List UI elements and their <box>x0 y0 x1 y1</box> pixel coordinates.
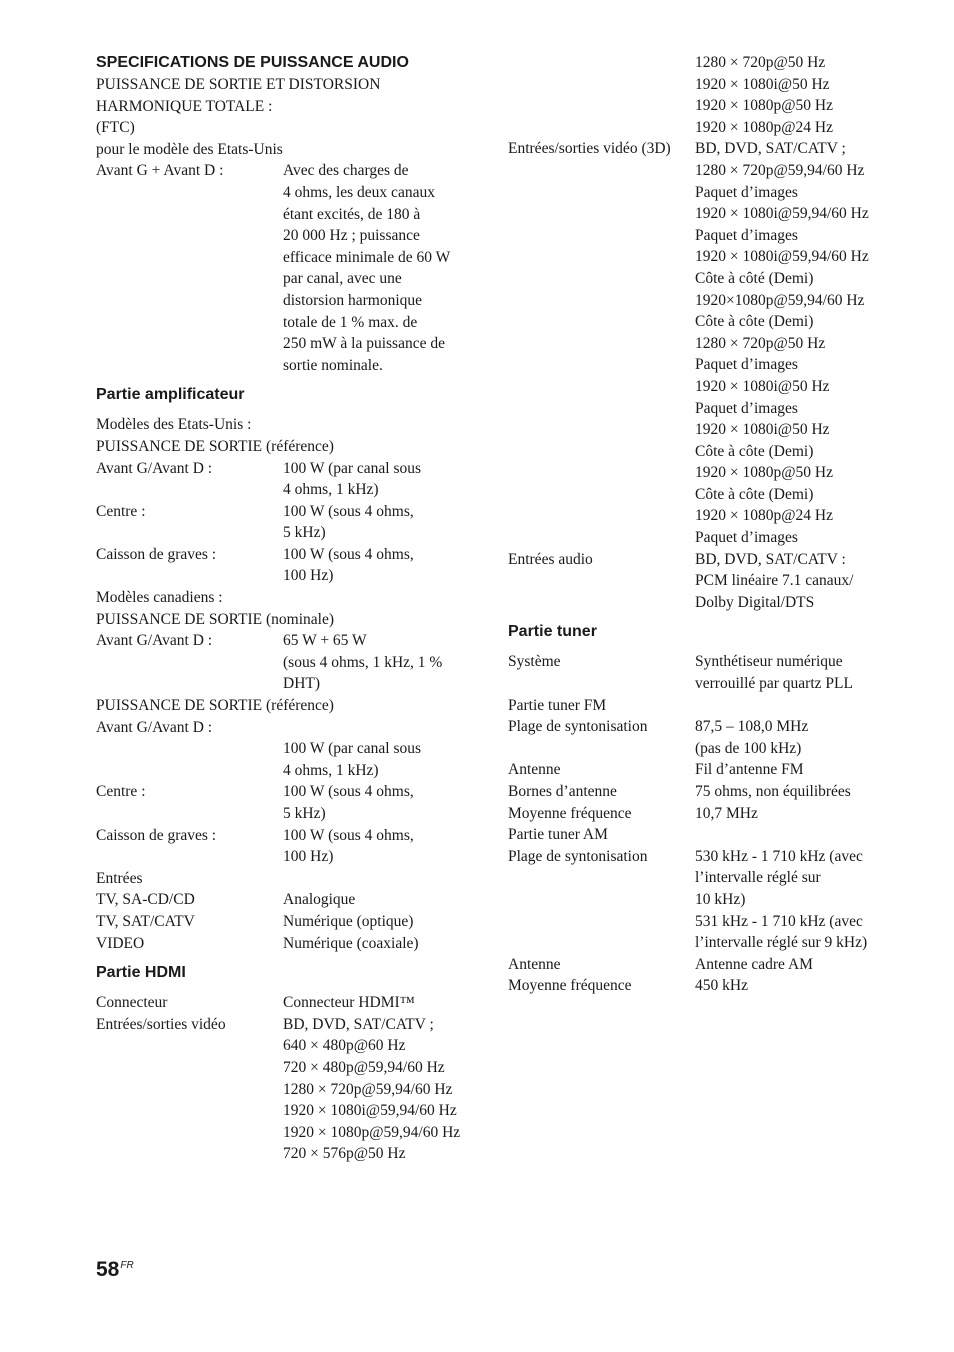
spec-line <box>96 1057 476 1079</box>
spec-line <box>508 651 898 673</box>
spec-line <box>96 268 476 290</box>
spec-label <box>96 846 283 868</box>
spec-line <box>508 592 898 614</box>
spec-value: 530 kHz - 1 710 kHz (avec <box>695 847 863 865</box>
spec-line <box>508 95 898 117</box>
spec-value: 720 × 480p@59,94/60 Hz <box>283 1058 445 1076</box>
spec-line <box>508 673 898 695</box>
spec-label <box>96 268 283 290</box>
spec-label <box>508 527 695 549</box>
spec-line <box>508 182 898 204</box>
spec-value: Paquet d’images <box>695 529 798 547</box>
spec-line <box>96 290 476 312</box>
spec-line <box>96 436 476 458</box>
spec-label: PUISSANCE DE SORTIE (référence) <box>96 437 334 455</box>
spec-label: PUISSANCE DE SORTIE ET DISTORSION <box>96 76 381 93</box>
spec-value: 100 W (sous 4 ohms, <box>283 502 414 520</box>
spec-label <box>508 182 695 204</box>
spec-line <box>508 484 898 506</box>
spec-line <box>508 824 898 846</box>
spec-label: PUISSANCE DE SORTIE (nominale) <box>96 610 335 628</box>
spec-line <box>508 441 898 463</box>
spec-line <box>508 527 898 549</box>
spec-value: Paquet d’images <box>695 226 798 244</box>
spec-value: Analogique <box>283 891 356 909</box>
spec-label: Entrées <box>96 869 143 887</box>
spec-value: 10,7 MHz <box>695 804 758 822</box>
spec-label <box>96 355 283 377</box>
spec-line <box>508 738 898 760</box>
spec-line <box>508 398 898 420</box>
left-column <box>96 52 476 1165</box>
spec-value: 4 ohms, 1 kHz) <box>283 481 379 499</box>
spec-value: verrouillé par quartz PLL <box>695 675 853 693</box>
spec-label <box>508 484 695 506</box>
spacer <box>96 954 476 962</box>
spec-line <box>508 74 898 96</box>
spec-line <box>508 505 898 527</box>
spec-label <box>508 419 695 441</box>
spec-value: Paquet d’images <box>695 183 798 201</box>
spec-label: TV, SAT/CATV <box>96 912 195 930</box>
spec-label: Plage de syntonisation <box>508 718 648 736</box>
spec-label: Avant G/Avant D : <box>96 718 213 736</box>
spec-label <box>96 738 283 760</box>
spec-label: Avant G/Avant D : <box>96 459 213 477</box>
spec-value: totale de 1 % max. de <box>283 313 418 331</box>
spec-label <box>508 570 695 592</box>
spec-line <box>96 501 476 523</box>
spec-value: 1920×1080p@59,94/60 Hz <box>695 291 865 309</box>
spec-line <box>508 716 898 738</box>
spec-line <box>96 933 476 955</box>
spec-value: 20 000 Hz ; puissance <box>283 227 420 245</box>
spec-value: 4 ohms, les deux canaux <box>283 183 435 201</box>
spec-label <box>508 673 695 695</box>
spec-value: Côte à côte (Demi) <box>695 442 814 460</box>
spec-label: Moyenne fréquence <box>508 804 632 822</box>
spec-line <box>96 139 476 161</box>
spec-line <box>96 825 476 847</box>
spec-line <box>508 803 898 825</box>
spec-label <box>508 117 695 139</box>
spacer <box>508 643 898 651</box>
spec-line <box>96 247 476 269</box>
section-heading: Partie HDMI <box>96 964 186 982</box>
spec-value: 1920 × 1080i@59,94/60 Hz <box>695 248 869 266</box>
spec-value: 75 ohms, non équilibrées <box>695 783 851 800</box>
spec-label: Entrées/sorties vidéo <box>96 1015 226 1033</box>
spec-line <box>96 565 476 587</box>
spec-line <box>96 204 476 226</box>
spec-line <box>96 333 476 355</box>
spec-line <box>96 846 476 868</box>
spec-label <box>96 565 283 587</box>
spec-label: Modèles des Etats-Unis : <box>96 416 252 434</box>
spec-line <box>508 975 898 997</box>
right-column <box>508 52 898 997</box>
spec-value: 100 Hz) <box>283 848 334 866</box>
spec-label <box>96 182 283 204</box>
spec-line <box>96 738 476 760</box>
spec-label: PUISSANCE DE SORTIE (référence) <box>96 697 334 715</box>
spec-line <box>508 889 898 911</box>
spec-value: Côte à côte (Demi) <box>695 313 814 331</box>
spec-label <box>96 1079 283 1101</box>
spec-label <box>96 333 283 355</box>
spec-value: 1920 × 1080p@50 Hz <box>695 464 833 482</box>
spec-label: Caisson de graves : <box>96 826 217 844</box>
spec-value: 531 kHz - 1 710 kHz (avec <box>695 912 863 930</box>
spec-line <box>508 549 898 571</box>
spec-value: 1920 × 1080p@50 Hz <box>695 97 833 115</box>
spec-label <box>96 479 283 501</box>
spec-value: 1920 × 1080i@59,94/60 Hz <box>283 1102 457 1120</box>
spec-line <box>508 52 898 74</box>
spec-line <box>96 1079 476 1101</box>
spec-label: Partie tuner FM <box>508 696 607 714</box>
spacer <box>508 613 898 621</box>
spec-label <box>96 652 283 674</box>
spec-value: 1920 × 1080i@50 Hz <box>695 421 830 439</box>
spec-label: Partie tuner AM <box>508 826 608 844</box>
spec-line <box>96 889 476 911</box>
spec-line <box>96 992 476 1014</box>
spec-value: BD, DVD, SAT/CATV ; <box>695 140 846 158</box>
spec-line <box>96 673 476 695</box>
spec-line <box>508 954 898 976</box>
spec-label: Modèles canadiens : <box>96 589 223 607</box>
spec-value: 1920 × 1080i@50 Hz <box>695 75 830 93</box>
spec-value: Côte à côte (Demi) <box>695 485 814 503</box>
spec-line <box>96 74 476 96</box>
spec-value: 640 × 480p@60 Hz <box>283 1037 406 1055</box>
spec-label <box>508 462 695 484</box>
spec-label: Antenne <box>508 761 561 779</box>
spec-line <box>96 414 476 436</box>
spec-value: 1920 × 1080p@24 Hz <box>695 118 833 136</box>
spec-label <box>96 225 283 247</box>
spec-label <box>96 1122 283 1144</box>
spacer <box>96 376 476 384</box>
spec-label <box>508 203 695 225</box>
spec-label <box>508 889 695 911</box>
spec-label <box>96 204 283 226</box>
spec-value: Dolby Digital/DTS <box>695 593 815 611</box>
spacer <box>96 984 476 992</box>
spec-line <box>508 160 898 182</box>
spec-label <box>508 505 695 527</box>
section-heading: Partie amplificateur <box>96 386 245 404</box>
spec-value: 10 kHz) <box>695 890 746 908</box>
spec-value: 450 kHz <box>695 977 748 995</box>
spec-value: Avec des charges de <box>283 162 409 180</box>
spec-value: 1920 × 1080p@59,94/60 Hz <box>283 1123 461 1141</box>
spec-line <box>96 1143 476 1165</box>
spec-line <box>96 160 476 182</box>
spec-label <box>508 354 695 376</box>
spec-value: Paquet d’images <box>695 356 798 374</box>
spec-label <box>96 1035 283 1057</box>
spec-label: TV, SA-CD/CD <box>96 891 195 909</box>
spec-label: Moyenne fréquence <box>508 977 632 995</box>
spec-value: Numérique (coaxiale) <box>283 934 419 952</box>
spec-line <box>508 203 898 225</box>
spec-label: Plage de syntonisation <box>508 847 648 865</box>
spec-label <box>96 247 283 269</box>
spec-line <box>508 759 898 781</box>
spec-value: 1280 × 720p@59,94/60 Hz <box>283 1080 453 1098</box>
spec-line <box>96 760 476 782</box>
spec-line <box>96 803 476 825</box>
spec-label <box>508 311 695 333</box>
spec-value: 100 W (par canal sous <box>283 740 422 758</box>
spec-value: 1280 × 720p@50 Hz <box>695 334 826 352</box>
spec-value: distorsion harmonique <box>283 291 423 309</box>
spec-label <box>508 398 695 420</box>
spec-label: (FTC) <box>96 119 135 137</box>
spec-value: l’intervalle réglé sur <box>695 869 821 887</box>
spec-label: Centre : <box>96 502 146 520</box>
spec-value: (pas de 100 kHz) <box>695 739 802 757</box>
spec-line <box>508 376 898 398</box>
spec-label <box>508 95 695 117</box>
spec-label <box>508 932 695 954</box>
spec-line <box>508 932 898 954</box>
spec-value: 1280 × 720p@50 Hz <box>695 54 826 71</box>
spec-value: 5 kHz) <box>283 805 326 822</box>
page-language: FR <box>120 1260 134 1271</box>
spec-value: 100 W (par canal sous <box>283 459 422 477</box>
spec-label <box>508 441 695 463</box>
spec-line <box>96 96 476 118</box>
spec-label <box>508 290 695 312</box>
spec-value: 1920 × 1080i@50 Hz <box>695 377 830 395</box>
spec-value: Connecteur HDMI™ <box>283 994 415 1012</box>
spec-line <box>508 911 898 933</box>
section-heading: SPECIFICATIONS DE PUISSANCE AUDIO <box>96 54 409 71</box>
spec-label <box>508 911 695 933</box>
spec-line <box>96 587 476 609</box>
spec-value: l’intervalle réglé sur 9 kHz) <box>695 934 868 952</box>
spec-value: sortie nominale. <box>283 356 383 374</box>
spec-label: Bornes d’antenne <box>508 783 617 800</box>
spec-label <box>508 376 695 398</box>
spec-label <box>508 74 695 96</box>
spec-label <box>508 246 695 268</box>
spec-value: Antenne cadre AM <box>695 955 813 973</box>
spec-line <box>508 138 898 160</box>
spec-line <box>96 1122 476 1144</box>
spec-line <box>96 609 476 631</box>
spec-line <box>508 311 898 333</box>
spec-label: VIDEO <box>96 934 145 952</box>
spec-label <box>96 1143 283 1165</box>
spec-line <box>508 781 898 803</box>
spec-value: 1280 × 720p@59,94/60 Hz <box>695 161 865 179</box>
spec-label: Antenne <box>508 955 561 973</box>
spec-value: 100 Hz) <box>283 567 334 585</box>
spec-label <box>96 673 283 695</box>
spec-value: PCM linéaire 7.1 canaux/ <box>695 572 854 590</box>
spec-line <box>508 333 898 355</box>
spec-label: Centre : <box>96 783 146 801</box>
spec-value: Synthétiseur numérique <box>695 653 843 671</box>
spec-label <box>508 592 695 614</box>
spec-label <box>508 52 695 74</box>
spec-line <box>508 846 898 868</box>
spec-line <box>508 570 898 592</box>
spec-line <box>96 355 476 377</box>
spec-label <box>96 803 283 825</box>
spec-label: Entrées/sorties vidéo (3D) <box>508 140 671 158</box>
spec-label: Avant G/Avant D : <box>96 632 213 650</box>
spec-line <box>508 290 898 312</box>
spec-line <box>96 868 476 890</box>
spec-line <box>508 246 898 268</box>
spec-label <box>96 290 283 312</box>
spec-value: 87,5 – 108,0 MHz <box>695 718 809 736</box>
spec-value: Numérique (optique) <box>283 912 414 930</box>
spec-value: Paquet d’images <box>695 399 798 417</box>
spec-label: Entrées audio <box>508 550 593 568</box>
spec-value: 100 W (sous 4 ohms, <box>283 545 414 563</box>
spec-line <box>508 695 898 717</box>
spec-value: BD, DVD, SAT/CATV ; <box>283 1015 434 1033</box>
spec-label <box>508 867 695 889</box>
spec-label <box>96 312 283 334</box>
spec-value: 1920 × 1080p@24 Hz <box>695 507 833 525</box>
spec-line <box>96 630 476 652</box>
spec-label <box>96 1100 283 1122</box>
spec-line <box>508 354 898 376</box>
spec-label <box>508 333 695 355</box>
spec-label <box>508 225 695 247</box>
spec-value: 100 W (sous 4 ohms, <box>283 783 414 801</box>
spec-value: 4 ohms, 1 kHz) <box>283 761 379 779</box>
spec-label <box>96 760 283 782</box>
spec-value: Côte à côté (Demi) <box>695 269 814 287</box>
section-heading: Partie tuner <box>508 623 597 641</box>
spec-value: 720 × 576p@50 Hz <box>283 1145 406 1163</box>
spec-line <box>508 419 898 441</box>
spec-line <box>96 1100 476 1122</box>
spec-line <box>508 462 898 484</box>
spec-line <box>508 867 898 889</box>
spec-value: DHT) <box>283 675 321 693</box>
spec-label: HARMONIQUE TOTALE : <box>96 97 273 115</box>
spec-value: BD, DVD, SAT/CATV : <box>695 550 846 568</box>
spec-value: 100 W (sous 4 ohms, <box>283 826 414 844</box>
spec-line <box>96 544 476 566</box>
spec-line <box>508 225 898 247</box>
spec-line <box>508 268 898 290</box>
spec-line <box>96 717 476 739</box>
spec-line <box>96 1014 476 1036</box>
spec-label: Caisson de graves : <box>96 545 217 563</box>
spec-line <box>96 117 476 139</box>
spec-label: Connecteur <box>96 994 168 1012</box>
spec-value: 65 W + 65 W <box>283 632 367 650</box>
page-number <box>96 1258 133 1282</box>
spec-label <box>508 738 695 760</box>
spec-value: 250 mW à la puissance de <box>283 335 445 353</box>
spec-value: par canal, avec une <box>283 270 402 288</box>
spec-line <box>96 225 476 247</box>
spec-value: (sous 4 ohms, 1 kHz, 1 % <box>283 653 443 671</box>
spec-line <box>96 1035 476 1057</box>
spec-line <box>96 781 476 803</box>
spec-value: efficace minimale de 60 W <box>283 248 451 266</box>
spec-label: Système <box>508 653 561 671</box>
spec-value: 5 kHz) <box>283 524 326 542</box>
spec-line <box>96 652 476 674</box>
spec-label <box>508 268 695 290</box>
spec-label <box>96 1057 283 1079</box>
spec-line <box>508 117 898 139</box>
spec-label: Avant G + Avant D : <box>96 162 224 180</box>
spec-label <box>508 160 695 182</box>
spec-line <box>96 182 476 204</box>
spec-line <box>96 695 476 717</box>
spec-line <box>96 522 476 544</box>
spec-label <box>96 522 283 544</box>
spacer <box>96 406 476 414</box>
spec-label: pour le modèle des Etats-Unis <box>96 140 283 158</box>
spec-value: 1920 × 1080i@59,94/60 Hz <box>695 205 869 223</box>
spec-line <box>96 458 476 480</box>
spec-line <box>96 911 476 933</box>
spec-line <box>96 479 476 501</box>
spec-value: étant excités, de 180 à <box>283 205 421 223</box>
spec-value: Fil d’antenne FM <box>695 761 804 779</box>
spec-line <box>96 312 476 334</box>
page-number-value: 58 <box>96 1258 120 1281</box>
